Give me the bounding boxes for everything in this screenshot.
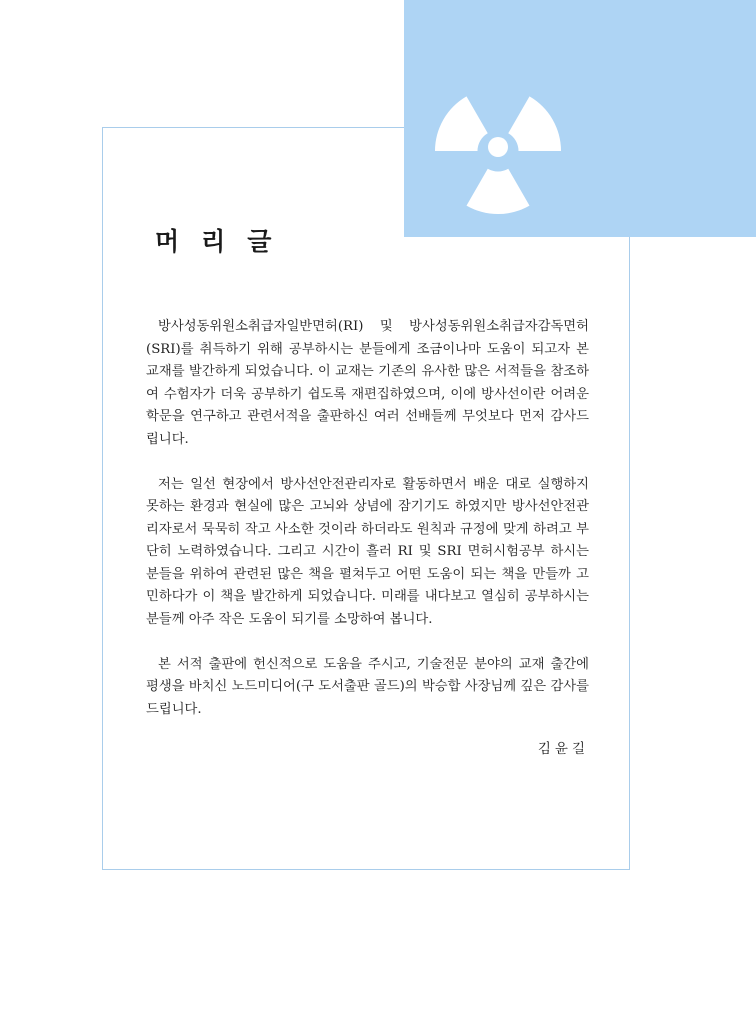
author-signature: 김윤길 xyxy=(537,741,589,757)
preface-paragraph-3: 본 서적 출판에 헌신적으로 도움을 주시고, 기술전문 분야의 교재 출간에 평생을 바치신 노드미디어(구 도서출판 골드)의 박승합 사장님께 깊은 감사를 드립니다. xyxy=(146,656,589,717)
preface-body xyxy=(146,316,589,744)
preface-paragraph-2: 저는 일선 현장에서 방사선안전관리자로 활동하면서 배운 대로 실행하지 못하는 환경과 현실에 많은 고뇌와 상념에 잠기기도 하였지만 방사선안전관리자로서 묵묵히 작고 사소한 것이라 하더라도 원칙과 규정에 맞게 하려고 부단히 노력하였습니다. 그리고 시간이 흘러 RI 및 SRI 면허시험공부 하시는 분들을 위하여 관련된 많은 책을 펼쳐두고 어떤 도움이 되는 책을 만들까 고민하다가 이 책을 발간하게 되었습니다. 미래를 내다보고 열심히 공부하시는 분들께 아주 작은 도움이 되기를 소망하여 봅니다. xyxy=(146,476,589,627)
preface-paragraph-1: 방사성동위원소취급자일반면허(RI) 및 방사성동위원소취급자감독면허(SRI)를 취득하기 위해 공부하시는 분들에게 조금이나마 도움이 되고자 본 교재를 발간하게 되었습니다. 이 교재는 기존의 유사한 많은 서적들을 참조하여 수험자가 더욱 공부하기 쉽도록 재편집하였으며, 이에 방사선이란 어려운 학문을 연구하고 관련서적을 출판하신 여러 선배들께 무엇보다 먼저 감사드립니다. xyxy=(146,319,589,447)
page-title: 머리글 xyxy=(155,227,294,256)
radiation-icon xyxy=(432,85,564,217)
